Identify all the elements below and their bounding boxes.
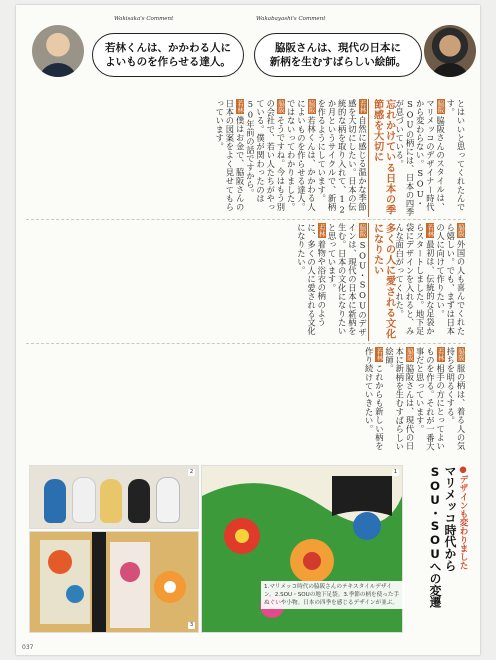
paragraph: 若林相手の方にとってよいものを作る。それが一番大事だと思っています。 [415,347,446,451]
textile-illustration [30,532,198,632]
speaker-tag: 脇阪 [307,100,316,113]
speaker-tag: 若林 [375,348,384,361]
speaker-tag: 脇阪 [276,100,285,113]
paragraph: 脇阪若林くんは、かかわる人によいものを作らせる達人。 [296,99,317,212]
paragraph: 脇阪服の柄は、着る人の気持ちを明るくする。 [445,347,466,451]
wakabayashi-portrait [424,25,476,77]
paragraph: とはいいと思ってくれたんです。 [445,99,466,212]
bubble-line: 新柄を生むすばらしい絵師。 [269,56,407,68]
feature-title-line: マリメッコ時代から [443,465,457,572]
section-heading: 忘れかけている日本の季節感を大切に [368,99,395,217]
text-row [26,99,466,217]
speaker-tag: 脇阪 [457,348,465,361]
speaker-tag: 若林 [426,224,435,237]
speaker-tag: 脇阪 [457,224,465,237]
section-heading: 多くの人に愛される文化になりたい [368,223,395,341]
speaker-tag: 脇阪 [358,224,367,237]
magazine-page [16,5,480,655]
paragraph: 脇阪SOU・SOUのデザインは、現代の日本に新柄を生む。日本の文化になりたいと思っています。 [326,223,368,337]
paragraph: 脇阪脇阪さんのスタイルは、マリメッコのデザイナー時代から変わらない。SOU・SOUの柄には、日本の四季が息づいている。 [394,99,446,217]
bubble-line: 脇阪さんは、現代の日本に [275,41,401,54]
paragraph: 若林自然に感じる温かな季節感を大切にしたい。日本の伝統的な柄を取り入れて、12か月というサイクルで、新柄を作るようにしています。 [316,99,368,215]
divider [26,219,466,220]
feature-title [405,465,469,631]
speaker-tag: 脇阪 [405,348,414,361]
photo-number: 3 [189,622,194,628]
feature-title-line: SOU・SOUへの変遷 [428,465,442,608]
speech-bubble [254,33,422,77]
article-body [26,95,466,455]
speaker-tag: 若林 [317,224,326,237]
photo-number: 2 [189,469,194,475]
photo-tabi-socks [29,465,199,529]
speaker-tag: 若林 [236,100,245,113]
paragraph: 若林最初は、伝統的な足袋からスタートしました。地下足袋にデザインを入れると、みんな面白がってくれた。 [394,223,436,336]
page-number: 037 [22,644,34,651]
photo-textiles [29,531,199,633]
paragraph: 若林着物や浴衣の柄のように、多くの人に愛される文化になりたい。 [296,223,327,336]
speaker-tag: 若林 [358,100,367,113]
bubble-line: 若林くんは、かかわる人に [105,41,231,54]
speech-bubble [92,33,244,77]
comment-label: Wakisaka's Comment [114,16,174,22]
comment-label: Wakabayashi's Comment [256,16,326,22]
photo-collage [29,465,469,633]
divider [26,343,466,344]
speaker-tag: 若林 [436,348,445,361]
photo-number: 1 [393,469,398,475]
paragraph: 若林これからも新しい柄を作り続けていきたい。 [364,347,385,451]
text-row [26,347,466,457]
paragraph: ではないってわかりました。 [286,99,297,212]
paragraph: 脇阪そうですね。今はもう別の会社で、若い人たちがやっている。僕が関わったのは50年前の話ですから。 [245,99,286,212]
photo-caption: 1.マリメッコ時代の脇阪さんのテキスタイルデザイン。2.SOU・SOUの地下足袋。3.季節の柄を使った手ぬぐいや小物。日本の四季を感じるデザインが並ぶ。 [261,581,405,609]
speaker-tag: 脇阪 [436,100,445,113]
text-row [26,223,466,341]
wakisaka-comment [16,5,248,95]
paragraph: 脇阪外国の人も喜んでくれたら嬉しい。でも、まずは日本の人に向けて作りたい。 [435,223,466,336]
paragraph: 若林僕はお金で、脇阪さんの日本の図案をよく見せてもらっています。 [214,99,246,212]
paragraph: 脇阪脇阪さんは、現代の日本に新柄を生むすばらしい絵師。 [384,347,415,451]
wakisaka-portrait [32,25,84,77]
feature-tag: ●デザインも変わりました [458,465,468,570]
wakabayashi-comment [248,5,480,95]
bubble-line: よいものを作らせる達人。 [105,56,231,68]
